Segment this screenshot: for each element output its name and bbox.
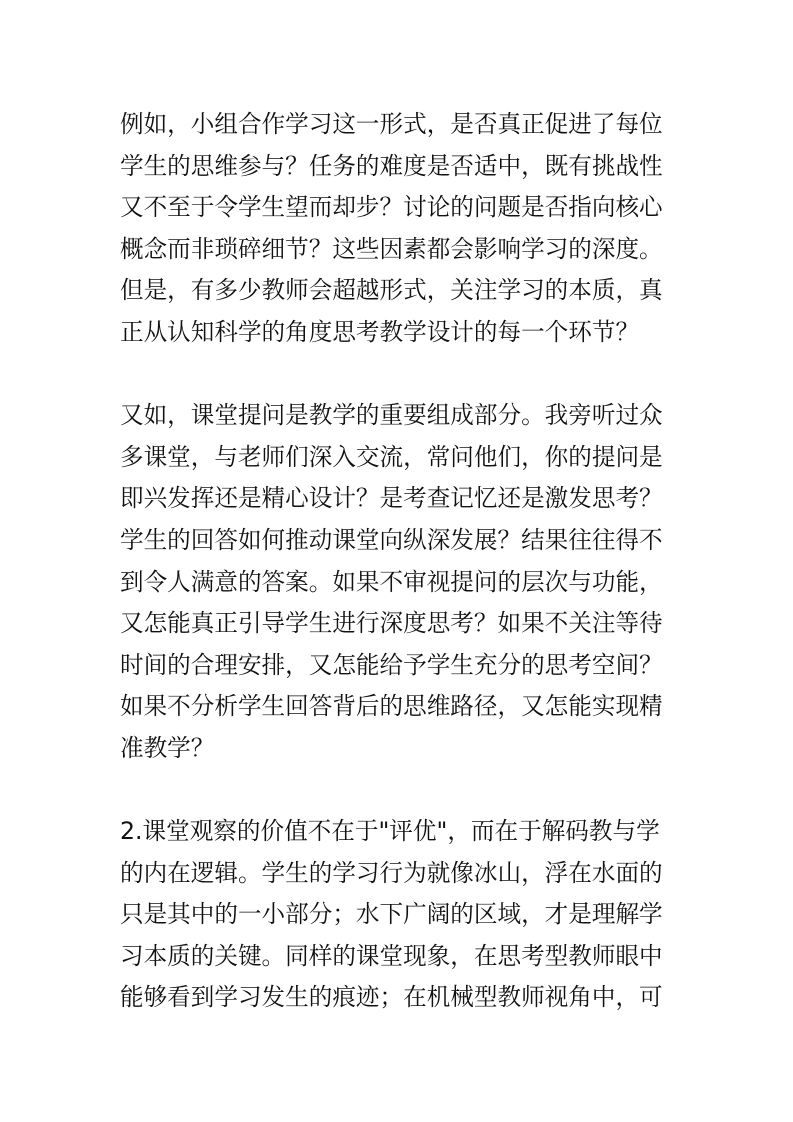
text-line: 但是，有多少教师会超越形式，关注学习的本质，真 xyxy=(120,276,663,305)
text-line: 正从认知科学的角度思考教学设计的每一个环节？ xyxy=(120,317,640,346)
text-line: 的内在逻辑。学生的学习行为就像冰山，浮在水面的 xyxy=(120,858,663,887)
document-page xyxy=(120,104,680,1061)
text-line: 又怎能真正引导学生进行深度思考？如果不关注等待 xyxy=(120,609,663,638)
text-line: 多课堂，与老师们深入交流，常问他们，你的提问是 xyxy=(120,442,663,471)
paragraph-group-work xyxy=(120,104,680,354)
text-line: 只是其中的一小部分；水下广阔的区域，才是理解学 xyxy=(120,900,663,929)
text-line: 2.课堂观察的价值不在于"评优"，而在于解码教与学 xyxy=(120,817,660,846)
paragraph-questioning xyxy=(120,395,680,769)
text-line: 例如，小组合作学习这一形式，是否真正促进了每位 xyxy=(120,110,663,138)
text-line: 到令人满意的答案。如果不审视提问的层次与功能， xyxy=(120,567,663,596)
text-line: 准教学？ xyxy=(120,733,215,762)
text-line: 能够看到学习发生的痕迹；在机械型教师视角中，可 xyxy=(120,983,663,1012)
text-line: 又不至于令学生望而却步？讨论的问题是否指向核心 xyxy=(120,193,663,222)
text-line: 时间的合理安排，又怎能给予学生充分的思考空间？ xyxy=(120,650,663,679)
text-line: 习本质的关键。同样的课堂现象，在思考型教师眼中 xyxy=(120,941,663,970)
paragraph-observation-value xyxy=(120,811,680,1019)
text-line: 如果不分析学生回答背后的思维路径，又怎能实现精 xyxy=(120,692,663,721)
text-line: 概念而非琐碎细节？这些因素都会影响学习的深度。 xyxy=(120,234,663,263)
text-line: 即兴发挥还是精心设计？是考查记忆还是激发思考？ xyxy=(120,484,663,513)
text-line: 学生的回答如何推动课堂向纵深发展？结果往往得不 xyxy=(120,525,663,554)
text-line: 又如，课堂提问是教学的重要组成部分。我旁听过众 xyxy=(120,401,663,430)
text-line: 学生的思维参与？任务的难度是否适中，既有挑战性 xyxy=(120,151,663,180)
